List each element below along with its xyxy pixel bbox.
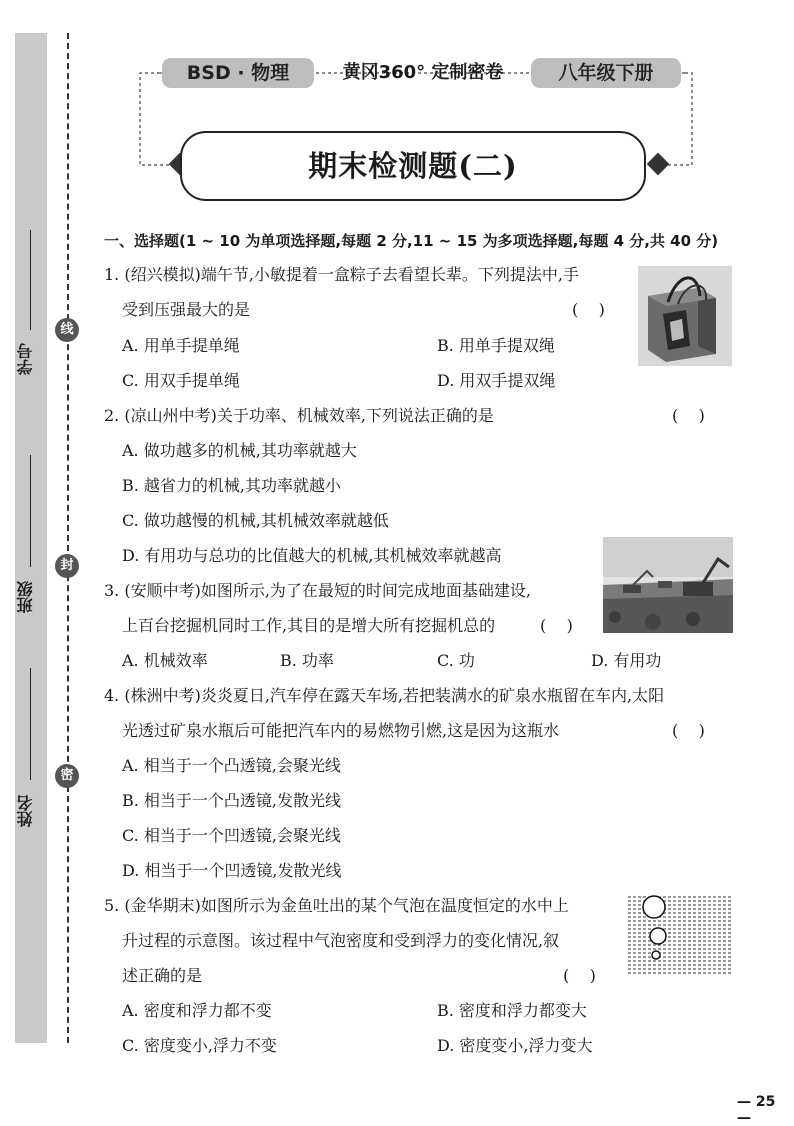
q1-answer-bracket: ( ) (572, 300, 605, 319)
student-id-line (30, 230, 31, 330)
section-heading: 一、选择题(1 ~ 10 为单项选择题,每题 2 分,11 ~ 15 为多项选择题,每题 4 分,共 40 分) (104, 232, 719, 250)
q4-line-1: 4. (株洲中考)炎炎夏日,汽车停在露天车场,若把装满水的矿泉水瓶留在车内,太阳 (104, 686, 665, 705)
q5-option-a: A. 密度和浮力都不变 (122, 1001, 272, 1020)
q5-answer-bracket: ( ) (563, 966, 596, 985)
class-line (30, 455, 31, 567)
q1-option-b: B. 用单手提双绳 (437, 336, 555, 355)
cut-line (67, 33, 69, 1043)
name-line (30, 668, 31, 780)
excavators-photo (603, 537, 733, 633)
q5-option-b: B. 密度和浮力都变大 (437, 1001, 587, 1020)
q3-answer-bracket: ( ) (540, 616, 573, 635)
class-label: 班级 (16, 581, 35, 613)
air-bubble (650, 928, 666, 944)
q5-line-3: 述正确的是 (122, 966, 203, 985)
q1-line-2: 受到压强最大的是 (122, 300, 251, 319)
student-id-label: 学号 (16, 343, 35, 375)
name-label: 姓名 (16, 795, 35, 827)
q3-option-d: D. 有用功 (591, 651, 662, 670)
air-bubble (643, 896, 665, 918)
zongzi-box-image (638, 266, 732, 366)
q3-line-2: 上百台挖掘机同时工作,其目的是增大所有挖掘机总的 (122, 616, 496, 635)
q1-option-a: A. 用单手提单绳 (122, 336, 240, 355)
q4-answer-bracket: ( ) (672, 721, 705, 740)
seal-seal-mark: 封 (55, 554, 79, 578)
subject-badge: BSD · 物理 (162, 58, 314, 88)
grade-badge: 八年级下册 (531, 58, 681, 88)
bubble-in-water-diagram (628, 893, 732, 975)
q3-option-a: A. 机械效率 (122, 651, 208, 670)
q5-line-2: 升过程的示意图。该过程中气泡密度和受到浮力的变化情况,叙 (122, 931, 560, 950)
q2-answer-bracket: ( ) (672, 406, 705, 425)
q4-line-2: 光透过矿泉水瓶后可能把汽车内的易燃物引燃,这是因为这瓶水 (122, 721, 560, 740)
air-bubble (652, 951, 660, 959)
page-title: 期末检测题(二) (180, 131, 646, 201)
q5-line-1: 5. (金华期末)如图所示为金鱼吐出的某个气泡在温度恒定的水中上 (104, 896, 569, 915)
q3-option-b: B. 功率 (280, 651, 334, 670)
q1-option-c: C. 用双手提单绳 (122, 371, 240, 390)
page-number: — 25 — (737, 1094, 776, 1126)
q4-option-d: D. 相当于一个凹透镜,发散光线 (122, 861, 342, 880)
seal-line-mark: 线 (55, 318, 79, 342)
seal-fold-mark: 密 (55, 764, 79, 788)
q2-line-1: 2. (凉山州中考)关于功率、机械效率,下列说法正确的是 (104, 406, 494, 425)
brand-text: 黄冈360° 定制密卷 (342, 62, 504, 83)
q1-option-d: D. 用双手提双绳 (437, 371, 556, 390)
q5-option-d: D. 密度变小,浮力变大 (437, 1036, 593, 1055)
q3-option-c: C. 功 (437, 651, 475, 670)
q4-option-b: B. 相当于一个凸透镜,发散光线 (122, 791, 342, 810)
q3-line-1: 3. (安顺中考)如图所示,为了在最短的时间完成地面基础建设, (104, 581, 532, 600)
q2-option-b: B. 越省力的机械,其功率就越小 (122, 476, 342, 495)
binding-strip (15, 33, 47, 1043)
q5-option-c: C. 密度变小,浮力不变 (122, 1036, 277, 1055)
q4-option-c: C. 相当于一个凹透镜,会聚光线 (122, 826, 341, 845)
q2-option-c: C. 做功越慢的机械,其机械效率就越低 (122, 511, 389, 530)
q1-line-1: 1. (绍兴模拟)端午节,小敏提着一盒粽子去看望长辈。下列提法中,手 (104, 265, 580, 284)
q2-option-d: D. 有用功与总功的比值越大的机械,其机械效率就越高 (122, 546, 502, 565)
q2-option-a: A. 做功越多的机械,其功率就越大 (122, 441, 357, 460)
q4-option-a: A. 相当于一个凸透镜,会聚光线 (122, 756, 341, 775)
